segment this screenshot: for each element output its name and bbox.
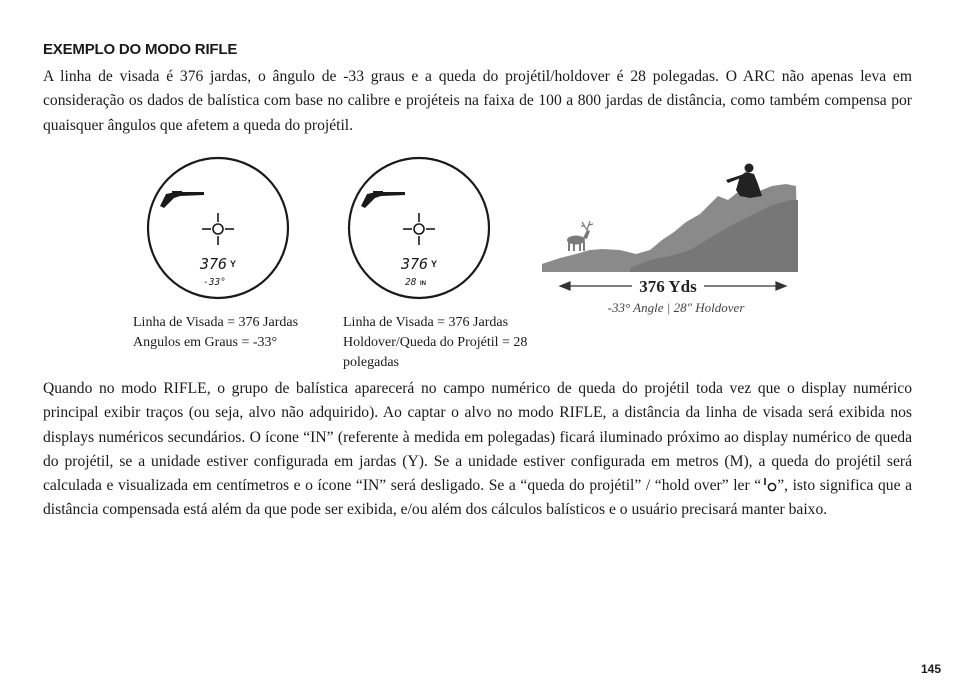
paragraph-text: Quando no modo RIFLE, o grupo de balística aparecerá no campo numérico de queda do projétil toda vez que o display numérico principal exibir traços (ou seja, alvo não adquirido). Ao captar o alvo no modo RIFLE, a distância da linha de visada será exibida nos displays numéricos secundários. O ícone “IN” (referente à medida em polegadas) ficará iluminado próximo ao display numérico de queda do projétil, se a unidade estiver configurada em jardas (Y). Se a unidade estiver configurada em metros (M), a queda do projétil será calculada e visualizada em centímetros e o ícone “IN” será desligado. Se a “queda do projétil” / “hold over” ler “ xyxy=(43,380,912,495)
angle-readout: -33° xyxy=(203,277,226,288)
elk-icon xyxy=(567,221,593,251)
distance-label: 376 Yds xyxy=(639,277,697,296)
main-distance-readout: 376 xyxy=(401,255,429,273)
intro-paragraph: A linha de visada é 376 jardas, o ângulo de -33 graus e a queda do projétil/holdover é 28 polegadas. O ARC não apenas leva em consideração os dados de balística com base no calibre e projéteis na faixa de 100 a 800 jardas de distância, como também compensa por quaisquer ângulos que afetem a queda do projétil. xyxy=(43,68,912,134)
out-of-range-icon xyxy=(761,478,777,492)
scope-circle xyxy=(349,158,489,298)
section-heading: EXEMPLO DO MODO RIFLE xyxy=(43,41,238,58)
caption-line: Angulos em Graus = -33° xyxy=(133,335,278,350)
main-distance-readout: 376 xyxy=(200,255,228,273)
holdover-readout: 28 xyxy=(405,277,417,288)
scope2-caption xyxy=(343,313,568,373)
scope1-caption xyxy=(133,313,333,353)
scope-view-holdover xyxy=(347,156,492,301)
caption-line: Linha de Visada = 376 Jardas xyxy=(133,315,299,330)
angle-holdover-label: -33° Angle | 28" Holdover xyxy=(607,300,745,315)
caption-line: Holdover/Queda do Projétil = 28 polegadas xyxy=(343,335,528,370)
inches-unit-label: IN xyxy=(420,281,426,287)
yards-unit-label: Y xyxy=(431,259,438,269)
paragraph-text: ”, isto significa que a distância compensada está além da que pode ser exibida, e/ou além dos cálculos balísticos e o usuário precisará manter baixo. xyxy=(43,477,913,519)
scope-view-angle xyxy=(146,156,291,301)
caption-line: Linha de Visada = 376 Jardas xyxy=(343,315,509,330)
page-number: 145 xyxy=(921,662,942,676)
hunting-scene-illustration xyxy=(540,160,800,322)
yards-unit-label: Y xyxy=(230,259,237,269)
rifle-mode-paragraph xyxy=(43,377,912,523)
hunter-icon xyxy=(726,164,762,199)
